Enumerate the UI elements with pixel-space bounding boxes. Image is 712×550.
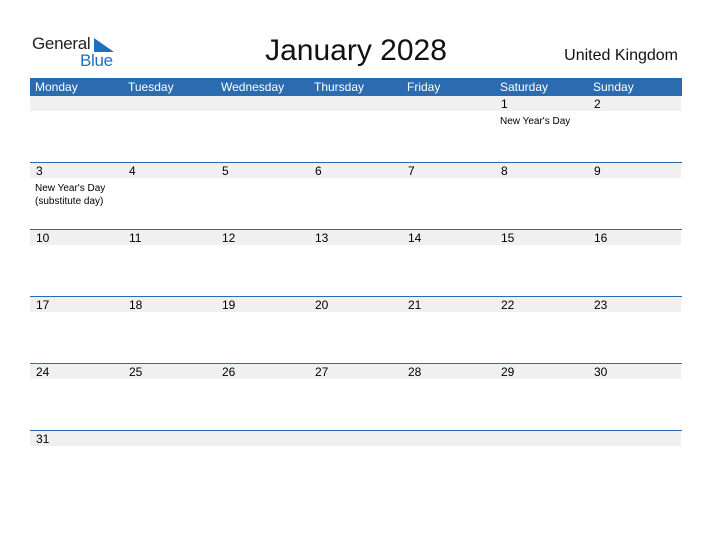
day-number: 21 [408, 298, 422, 312]
logo-text-blue: Blue [80, 51, 113, 70]
weekday-monday: Monday [35, 80, 78, 94]
day-band [309, 96, 402, 111]
day-band [216, 163, 309, 178]
day-number: 18 [129, 298, 143, 312]
day-cell [309, 364, 402, 430]
day-number: 27 [315, 365, 329, 379]
weeks-container [30, 96, 682, 451]
day-number: 25 [129, 365, 143, 379]
week-row [30, 296, 682, 363]
day-cell [30, 431, 123, 451]
day-cell [402, 431, 495, 451]
day-cell [402, 163, 495, 229]
day-number: 30 [594, 365, 608, 379]
day-cell [309, 163, 402, 229]
day-cell [30, 96, 123, 162]
day-number: 17 [36, 298, 50, 312]
day-band [588, 431, 681, 446]
day-cell [402, 364, 495, 430]
week-row [30, 229, 682, 296]
day-cell [216, 230, 309, 296]
day-band [402, 163, 495, 178]
day-number: 2 [594, 97, 601, 111]
day-cell [402, 297, 495, 363]
day-number: 26 [222, 365, 236, 379]
day-cell [30, 297, 123, 363]
day-band [495, 96, 588, 111]
weekday-tuesday: Tuesday [128, 80, 174, 94]
day-cell [309, 96, 402, 162]
day-number: 7 [408, 164, 415, 178]
day-cell [123, 297, 216, 363]
day-number: 31 [36, 432, 50, 446]
day-band [123, 431, 216, 446]
day-cell [588, 297, 681, 363]
weekday-friday: Friday [407, 80, 441, 94]
day-band [30, 163, 123, 178]
day-cell [123, 163, 216, 229]
week-row [30, 162, 682, 229]
day-cell [123, 364, 216, 430]
day-cell [588, 364, 681, 430]
weekday-header [30, 78, 682, 96]
day-cell [216, 431, 309, 451]
day-band [495, 163, 588, 178]
day-cell [30, 230, 123, 296]
day-number: 4 [129, 164, 136, 178]
weekday-thursday: Thursday [314, 80, 365, 94]
day-cell [30, 364, 123, 430]
weekday-sunday: Sunday [593, 80, 634, 94]
day-band [216, 96, 309, 111]
day-number: 1 [501, 97, 508, 111]
day-band [216, 431, 309, 446]
day-number: 28 [408, 365, 422, 379]
day-cell [588, 163, 681, 229]
day-band [402, 431, 495, 446]
day-cell [309, 431, 402, 451]
day-number: 5 [222, 164, 229, 178]
day-band [30, 96, 123, 111]
day-cell [123, 230, 216, 296]
day-number: 8 [501, 164, 508, 178]
day-number: 10 [36, 231, 50, 245]
day-number: 9 [594, 164, 601, 178]
day-cell [588, 431, 681, 451]
day-cell [402, 230, 495, 296]
week-row [30, 363, 682, 430]
day-cell [123, 96, 216, 162]
day-cell [216, 96, 309, 162]
week-row [30, 430, 682, 451]
day-number: 13 [315, 231, 329, 245]
day-cell [309, 230, 402, 296]
day-cell [495, 431, 588, 451]
day-cell [216, 163, 309, 229]
day-number: 6 [315, 164, 322, 178]
day-cell [495, 297, 588, 363]
holiday-label: New Year's Day [500, 116, 571, 127]
day-number: 12 [222, 231, 236, 245]
country-label: United Kingdom [564, 47, 678, 64]
day-number: 11 [129, 231, 142, 245]
day-number: 22 [501, 298, 515, 312]
day-band [123, 163, 216, 178]
day-number: 20 [315, 298, 329, 312]
day-band [309, 163, 402, 178]
day-cell [30, 163, 123, 229]
day-cell [309, 297, 402, 363]
day-cell [216, 297, 309, 363]
day-band [402, 96, 495, 111]
calendar-grid [30, 78, 682, 451]
day-band [588, 96, 681, 111]
logo-text-general: General [32, 34, 91, 53]
day-number: 24 [36, 365, 50, 379]
day-number: 15 [501, 231, 515, 245]
week-row [30, 96, 682, 162]
day-band [588, 163, 681, 178]
day-number: 3 [36, 164, 43, 178]
day-cell [123, 431, 216, 451]
day-band [309, 431, 402, 446]
day-number: 14 [408, 231, 422, 245]
day-cell [495, 230, 588, 296]
day-cell [402, 96, 495, 162]
day-cell [216, 364, 309, 430]
weekday-saturday: Saturday [500, 80, 549, 94]
day-cell [495, 163, 588, 229]
weekday-wednesday: Wednesday [221, 80, 285, 94]
calendar-title: January 2028 [265, 34, 447, 67]
day-band [495, 431, 588, 446]
day-number: 16 [594, 231, 608, 245]
day-number: 29 [501, 365, 515, 379]
day-band [123, 96, 216, 111]
day-number: 23 [594, 298, 608, 312]
day-cell [495, 364, 588, 430]
day-cell [588, 230, 681, 296]
day-cell [495, 96, 588, 162]
holiday-label: New Year's Day (substitute day) [35, 183, 106, 207]
day-cell [588, 96, 681, 162]
day-number: 19 [222, 298, 236, 312]
